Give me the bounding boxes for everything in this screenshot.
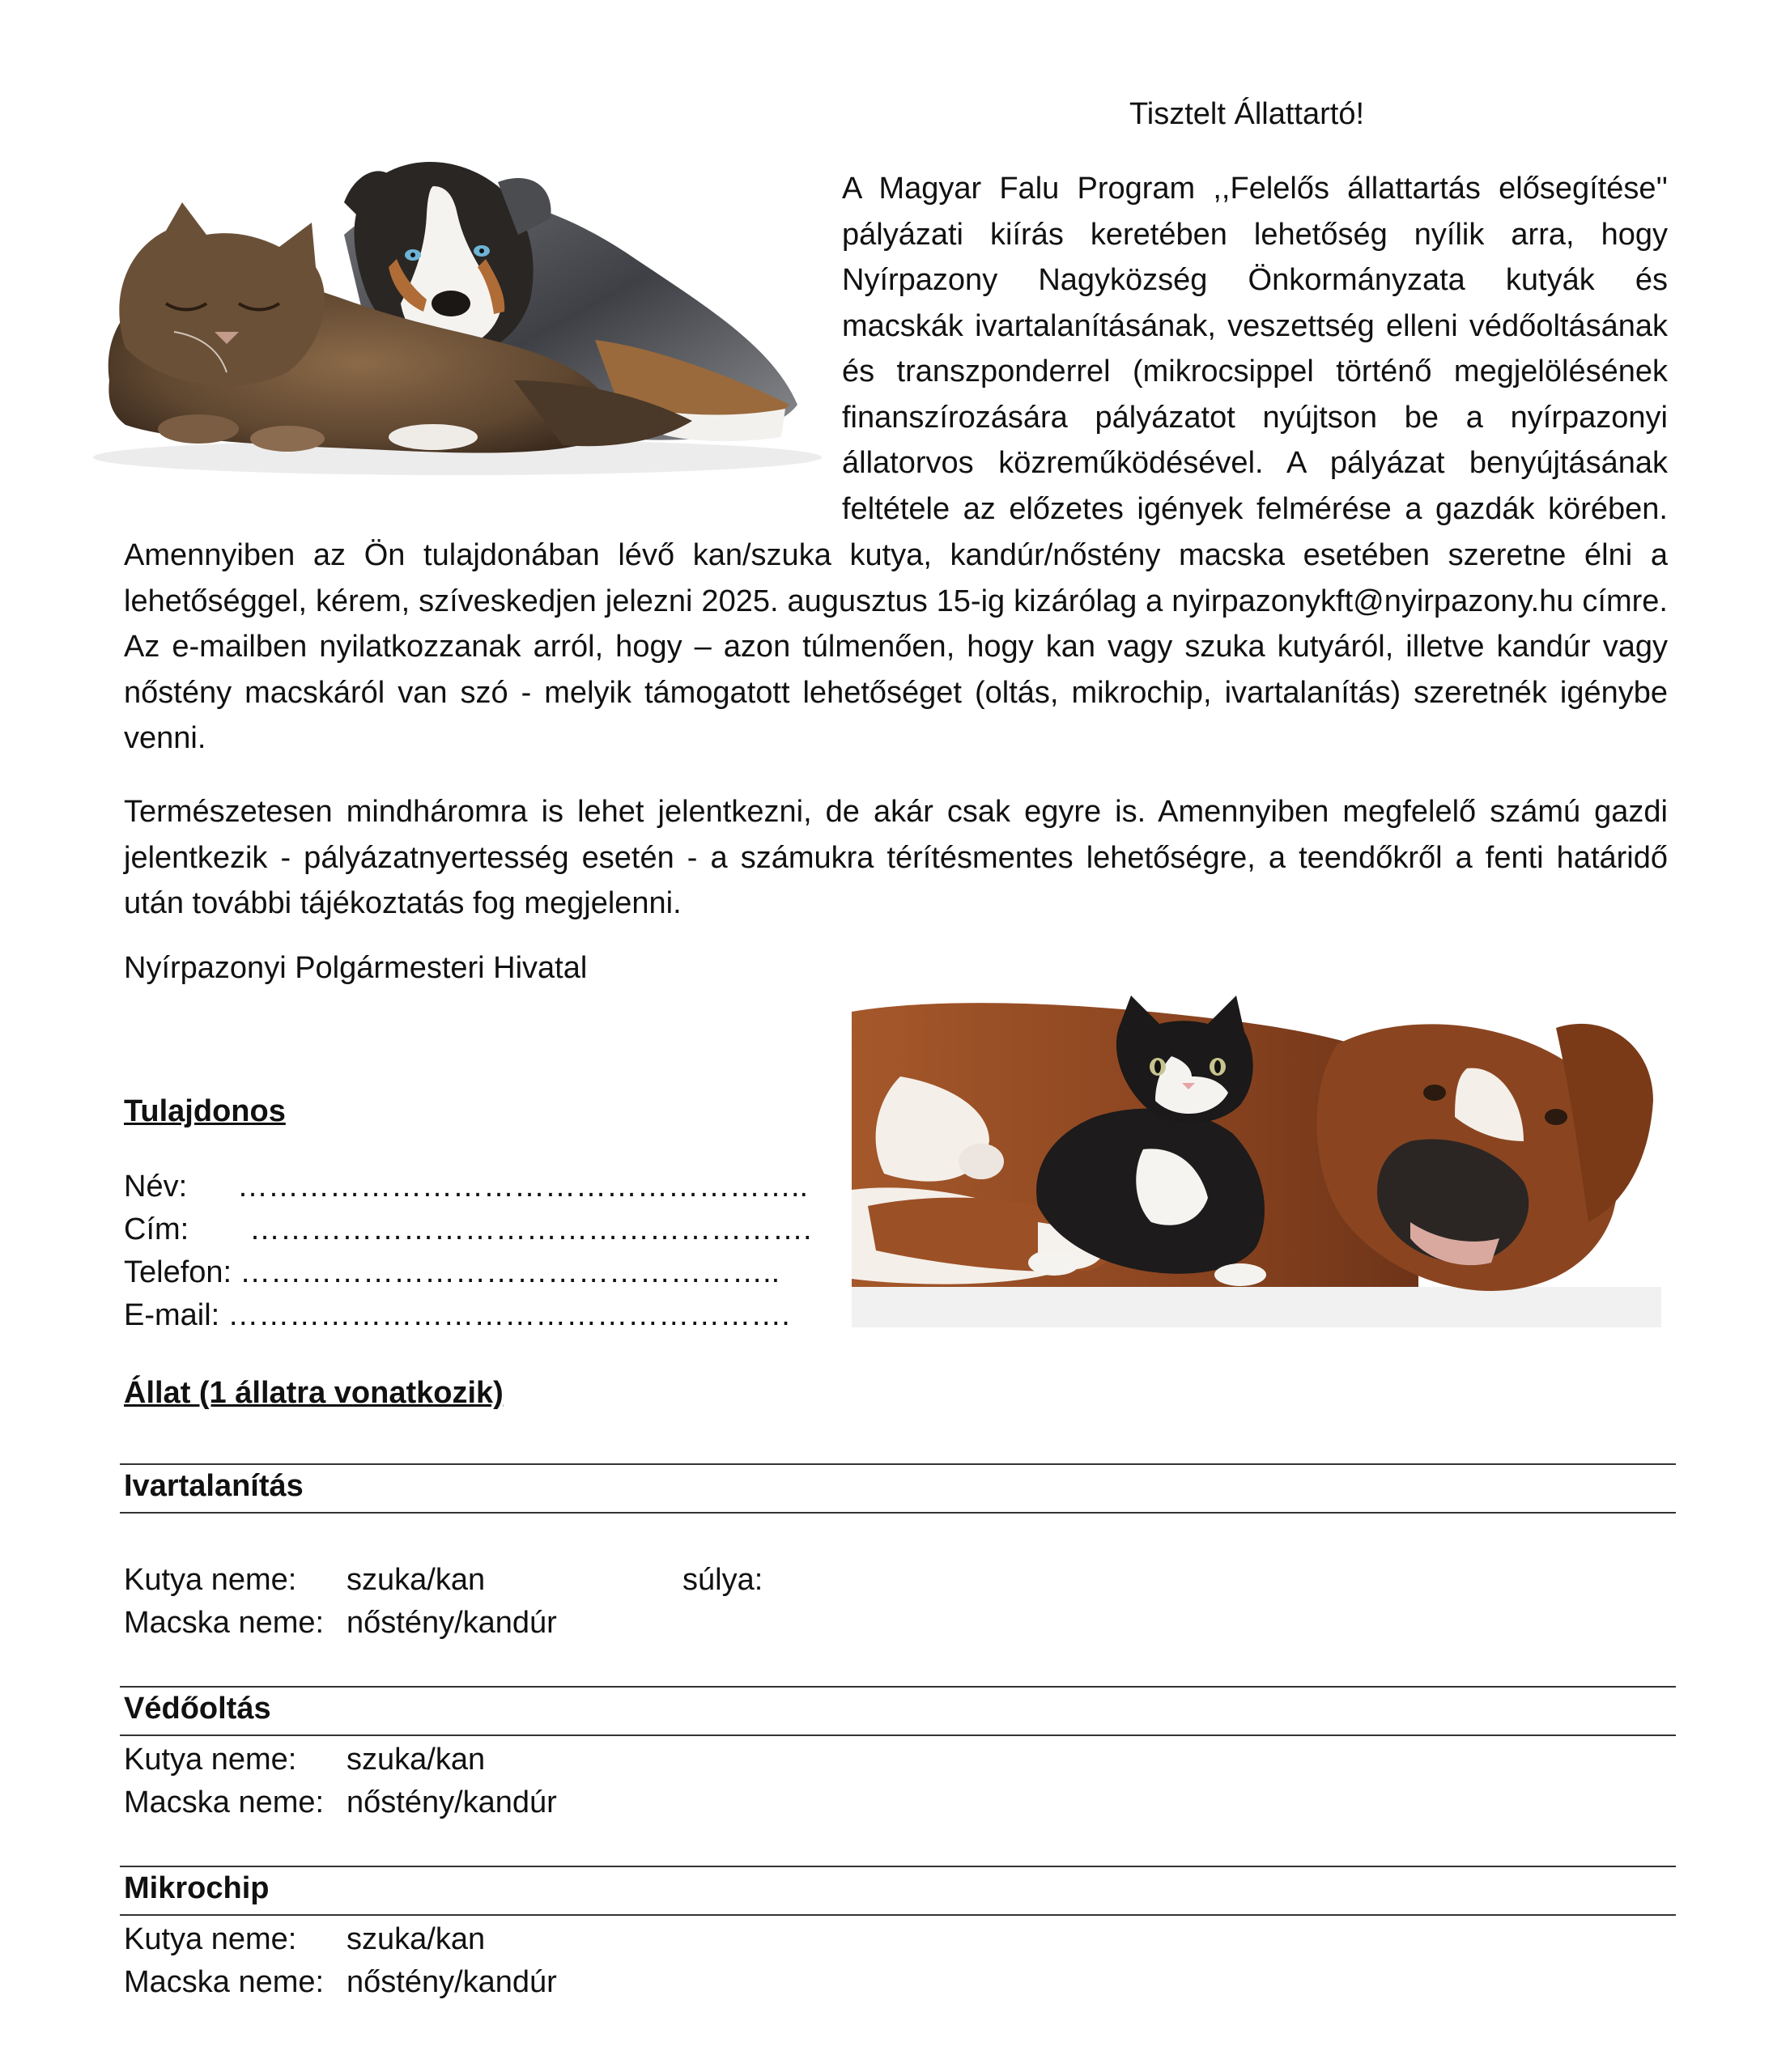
vaccination-title: Védőoltás (124, 1692, 271, 1726)
weight-label: súlya: (682, 1563, 763, 1597)
owner-form (124, 1166, 812, 1337)
dog-sex-label: Kutya neme: (124, 1922, 297, 1956)
neutering-title: Ivartalanítás (124, 1469, 304, 1503)
divider (120, 1734, 1676, 1736)
email-dots: ………………………………………………. (227, 1298, 790, 1332)
info-paragraph: Természetesen mindháromra is lehet jelentkezni, de akár csak egyre is. Amennyiben megfelelő számú gazdi jelentkezik - pályázatnyertesség esetén - a számukra térítésmentes lehetőségre, a teendőkről a fenti határidő után további tájékoztatás fog megjelenni. (124, 795, 1668, 920)
divider (120, 1914, 1676, 1916)
phone-dots: …………………………………………….. (240, 1255, 780, 1289)
microchip-title: Mikrochip (124, 1871, 270, 1905)
greeting: Tisztelt Állattartó! (1129, 97, 1365, 131)
dog-sex-label: Kutya neme: (124, 1563, 297, 1597)
divider (120, 1463, 1676, 1465)
name-dots: ……………………………………………….. (237, 1170, 809, 1204)
address-dots: ………………………………………………. (249, 1212, 812, 1246)
signature: Nyírpazonyi Polgármesteri Hivatal (124, 951, 588, 985)
email-field[interactable] (124, 1294, 812, 1337)
cat-sex-label: Macska neme: (124, 1965, 325, 1999)
cat-sex-options[interactable]: nőstény/kandúr (347, 1606, 557, 1640)
cat-sex-options[interactable]: nőstény/kandúr (347, 1785, 557, 1819)
name-field[interactable] (124, 1166, 812, 1208)
cat-sex-label: Macska neme: (124, 1785, 325, 1819)
address-label: Cím: (124, 1212, 189, 1246)
address-field[interactable] (124, 1208, 812, 1251)
dog-sex-options[interactable]: szuka/kan (347, 1563, 486, 1597)
cat-sex-options[interactable]: nőstény/kandúr (347, 1965, 557, 1999)
dog-sex-label: Kutya neme: (124, 1743, 297, 1777)
cat-and-dog-photo (77, 138, 822, 478)
name-label: Név: (124, 1170, 188, 1204)
animal-heading: Állat (1 állatra vonatkozik) (124, 1376, 504, 1410)
phone-label: Telefon: (124, 1255, 232, 1289)
dog-sex-options[interactable]: szuka/kan (347, 1922, 486, 1956)
boxer-and-kitten-photo (852, 979, 1661, 1327)
email-label: E-mail: (124, 1298, 220, 1332)
intro-paragraph: A Magyar Falu Program ,,Felelős állattartás elősegítése'' pályázati kiírás keretében lehetőség nyílik arra, hogy Nyírpazony Nagyközség Önkormányzata kutyák és macskák ivartalanításának, veszettség elleni védőoltásának és transzponderrel (mikrocsippel történő megjelölésének finanszírozására pályázatot nyújtson be a nyírpazonyi állatorvos közreműködésével. A pályázat benyújtásának feltétele az előzetes igények felmérése a gazdák körében. (842, 172, 1668, 526)
owner-heading: Tulajdonos (124, 1094, 286, 1128)
divider (120, 1866, 1676, 1867)
divider (120, 1686, 1676, 1688)
divider (120, 1512, 1676, 1514)
phone-field[interactable] (124, 1251, 812, 1294)
cat-sex-label: Macska neme: (124, 1606, 325, 1640)
instructions-paragraph: Amennyiben az Ön tulajdonában lévő kan/szuka kutya, kandúr/nőstény macska esetében szeretne élni a lehetőséggel, kérem, szíveskedjen jelezni 2025. augusztus 15-ig kizárólag a nyirpazonykft@nyirpazony.hu címre. Az e-mailben nyilatkozzanak arról, hogy – azon túlmenően, hogy kan vagy szuka kutyáról, illetve kandúr vagy nőstény macskáról van szó - melyik támogatott lehetőséget (oltás, mikrochip, ivartalanítás) szeretnék igénybe venni. (124, 538, 1668, 755)
dog-sex-options[interactable]: szuka/kan (347, 1743, 486, 1777)
